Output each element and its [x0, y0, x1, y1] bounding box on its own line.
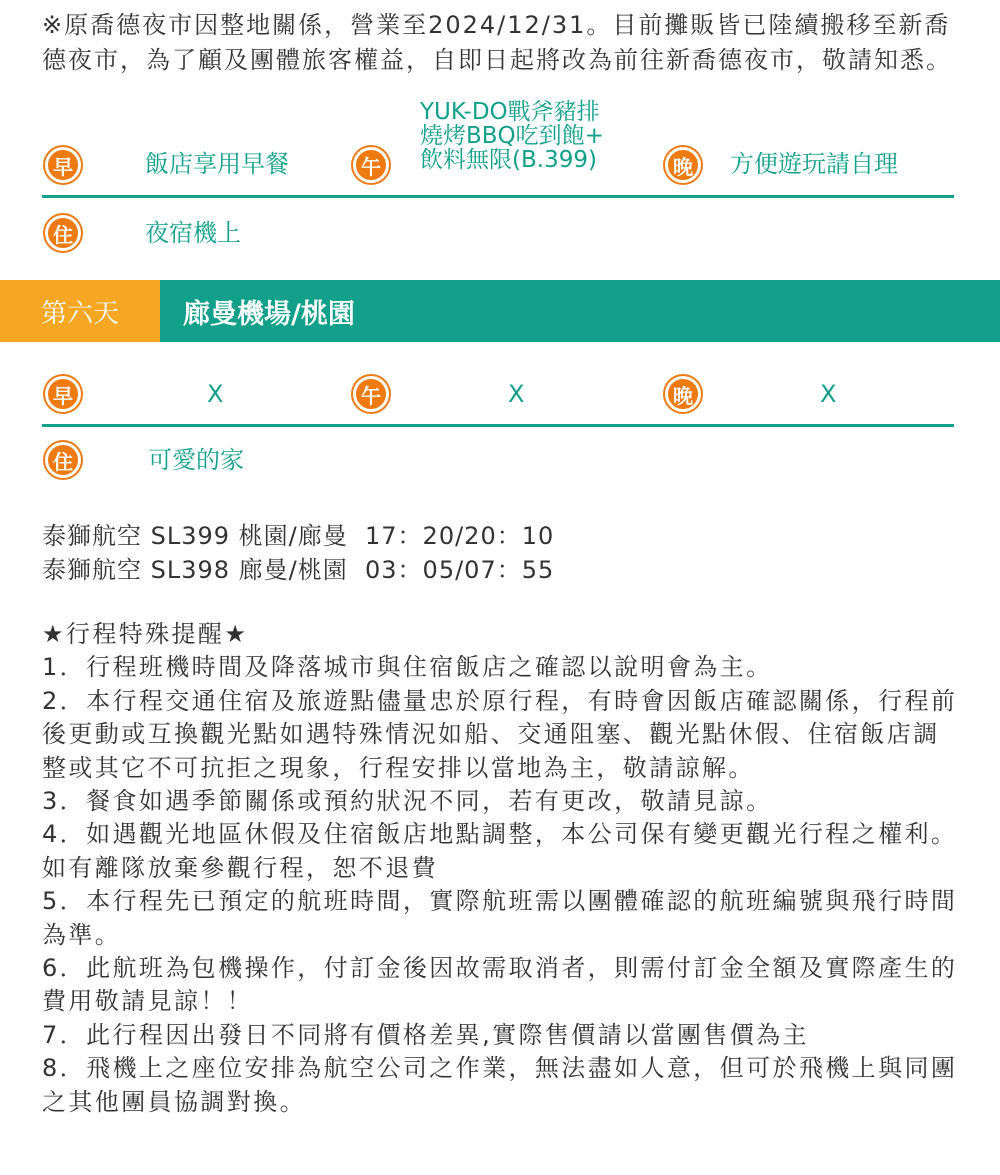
special-reminders: [42, 618, 962, 1119]
breakfast-badge: 早: [45, 147, 81, 183]
note-item: 5．本行程先已預定的航班時間，實際航班需以團體確認的航班編號與飛行時間為準。: [42, 887, 958, 949]
day6-lunch: X: [508, 380, 525, 408]
dinner-badge: 晚: [665, 147, 701, 183]
day6-stay: 可愛的家: [148, 446, 244, 474]
day5-dinner: 方便遊玩請自理: [730, 150, 898, 178]
dinner-badge: 晚: [665, 376, 701, 412]
reminder-title: ★行程特殊提醒★: [42, 620, 249, 648]
note-item: 6．此航班為包機操作，付訂金後因故需取消者，則需付訂金全額及實際產生的費用敬請見諒！！: [42, 954, 958, 1016]
day6-breakfast: X: [207, 380, 224, 408]
day5-breakfast: 飯店享用早餐: [145, 150, 289, 178]
flight-outbound: 泰獅航空 SL399 桃園/廊曼 17：20/20：10: [42, 522, 555, 550]
day5-stay-row: [42, 205, 954, 255]
note-item: 7．此行程因出發日不同將有價格差異,實際售價請以當團售價為主: [42, 1020, 809, 1049]
day6-label: 第六天: [0, 280, 160, 342]
note-item: 3．餐食如遇季節關係或預約狀況不同，若有更改，敬請見諒。: [42, 787, 773, 816]
note-item: 8．飛機上之座位安排為航空公司之作業，無法盡如人意，但可於飛機上與同團之其他團員協調對換。: [42, 1054, 958, 1116]
day6-header: [0, 280, 1000, 342]
day5-stay: 夜宿機上: [145, 219, 241, 247]
day6-title: 廊曼機場/桃園: [183, 298, 355, 330]
day5-lunch: [420, 100, 604, 172]
note-item: 1．行程班機時間及降落城市與住宿飯店之確認以說明會為主。: [42, 653, 773, 682]
day6-stay-row: [42, 436, 954, 486]
note-item: 4．如遇觀光地區休假及住宿飯店地點調整，本公司保有變更觀光行程之權利。如有離隊放棄參觀行程，恕不退費: [42, 820, 958, 882]
stay-badge: 住: [45, 442, 81, 478]
breakfast-badge: 早: [45, 376, 81, 412]
notice-text: ※原喬德夜市因整地關係，營業至2024/12/31。目前攤販皆已陸續搬移至新喬德夜市，為了顧及團體旅客權益，自即日起將改為前往新喬德夜市，敬請知悉。: [42, 11, 952, 74]
day6-dinner: X: [820, 380, 837, 408]
flight-return: 泰獅航空 SL398 廊曼/桃園 03：05/07：55: [42, 556, 555, 584]
day5-lunch-line-2: 燒烤BBQ吃到飽+: [420, 123, 604, 149]
note-item: 2．本行程交通住宿及旅遊點儘量忠於原行程，有時會因飯店確認關係，行程前後更動或互換觀光點如遇特殊情況如船、交通阻塞、觀光點休假、住宿飯店調整或其它不可抗拒之現象，行程安排以當地為主，敬請諒解。: [42, 686, 958, 782]
lunch-badge: 午: [353, 376, 389, 412]
day5-meals-row: [42, 99, 954, 198]
stay-badge: 住: [45, 215, 81, 251]
day5-lunch-line-3: 飲料無限(B.399): [420, 147, 597, 173]
lunch-badge: 午: [353, 147, 389, 183]
day6-meals-row: [42, 366, 954, 427]
day5-lunch-line-1: YUK-DO戰斧豬排: [420, 99, 600, 125]
